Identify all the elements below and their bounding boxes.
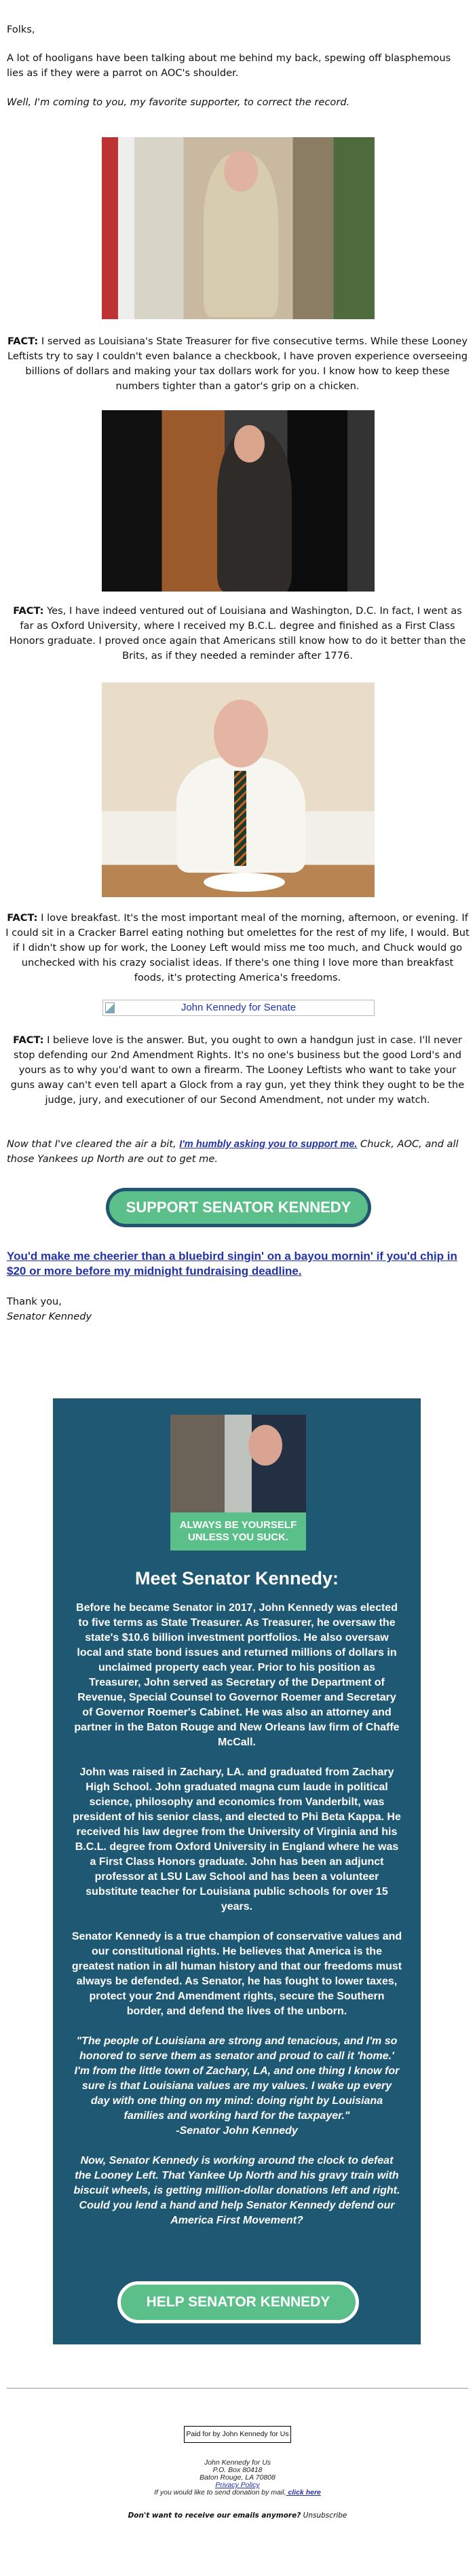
footer-divider: [7, 2388, 468, 2389]
bio-paragraph: John was raised in Zachary, LA. and graduated from Zachary High School. John graduated magna cum laude in political science, philosophy and economics from Vanderbilt, was president of his senior class, and elected to Phi Beta Kappa. He received his law degree from the University of Virginia and his B.C.L. degree from Oxford University in England where he was a First Class Honors graduate. John has been an adjunct professor at LSU Law School and has been a volunteer substitute teacher for Louisiana public schools for over 15 years.: [73, 1766, 401, 1912]
broken-image-alt-text: John Kennedy for Senate: [180, 1002, 297, 1013]
unsubscribe-line: [68, 2511, 407, 2520]
fact-label: FACT:: [13, 605, 44, 617]
bio-quote: [71, 2034, 402, 2139]
bio-image-caption: ALWAYS BE YOURSELF UNLESS YOU SUCK.: [170, 1512, 306, 1550]
support-senator-kennedy-button[interactable]: SUPPORT SENATOR KENNEDY: [106, 1188, 371, 1227]
footer-city: Baton Rouge, LA 70808: [200, 2473, 276, 2482]
quote-attribution: -Senator John Kennedy: [176, 2125, 298, 2137]
mail-donation-link[interactable]: click here: [286, 2488, 321, 2497]
support-me-link[interactable]: I'm humbly asking you to support me.: [179, 1139, 358, 1150]
ask-text-after: Chuck, AOC, and all those Yankees up North are out to get me.: [7, 1138, 459, 1165]
quote-text: "The people of Louisiana are strong and tenacious, and I'm so honored to serve them as senator and proud to call it 'home.' I'm from the little town of Zachary, LA, and one thing I know for sure is that Louisiana values are my values. I wake up every day with one thing on my mind: doing right by Louisiana families and working hard for the taxpayer.": [74, 2035, 400, 2122]
privacy-policy-link[interactable]: Privacy Policy: [215, 2481, 260, 2489]
mail-donation-text: If you would like to send donation by mail,: [154, 2488, 286, 2497]
unsubscribe-link[interactable]: Unsubscribe: [301, 2511, 347, 2520]
fact-text: I served as Louisiana's State Treasurer for five consecutive terms. While these Looney Leftists try to say I couldn't even balance a checkbook, I have proven experience overseeing billions of dollars and making your tax dollars work for you. I know how to keep these numbers tighter than a gator's grip on a chicken.: [7, 335, 468, 392]
photo-breakfast: [102, 683, 375, 897]
photo-porch-coffee: [102, 137, 375, 319]
paid-for-box: Paid for by John Kennedy for Us: [184, 2426, 291, 2443]
help-senator-kennedy-button[interactable]: HELP SENATOR KENNEDY: [117, 2281, 359, 2323]
fact-label: FACT:: [7, 912, 38, 924]
meet-senator-panel: [53, 1398, 421, 2344]
intro-paragraph: A lot of hooligans have been talking about me behind my back, spewing off blasphemous lies as if they were a parrot on AOC's shoulder.: [7, 52, 451, 79]
photo-office-reading: [102, 410, 375, 592]
chip-in-link[interactable]: You'd make me cheerier than a bluebird singin' on a bayou mornin' if you'd chip in $20 or more before my midnight fundraising deadline.: [7, 1250, 457, 1277]
bio-paragraph: Senator Kennedy is a true champion of conservative values and our constitutional rights. He believes that America is the greatest nation in all human history and that our freedoms must always be defended. As Senator, he has fought to lower taxes, protect your 2nd Amendment rights, secure the Southern border, and defend the lives of the unborn.: [71, 1931, 402, 2017]
bio-meme-image: [170, 1415, 306, 1550]
fact-2nd-amendment: [5, 1033, 470, 1108]
footer-po-box: P.O. Box 80418: [212, 2466, 263, 2474]
bio-body: [71, 1601, 402, 2243]
bio-heading: Meet Senator Kennedy:: [134, 1568, 339, 1589]
fact-text: I love breakfast. It's the most important meal of the morning, afternoon, or evening. If I could sit in a Cracker Barrel eating nothing but omelettes for the rest of my life, I would. But if I didn't show up for work, the Looney Left would miss me too much, and Chuck would go unchecked with his crazy socialist ideas. If there's one thing I love more than breakfast foods, it's protecting America's freedoms.: [5, 912, 470, 983]
footer-address: [68, 2459, 407, 2497]
broken-image-icon: [105, 1002, 115, 1013]
fact-text: Yes, I have indeed ventured out of Louisiana and Washington, D.C. In fact, I went as far as Oxford University, where I received my B.C.L. degree and finished as a First Class Honors graduate. I proved once again that Americans still know how to do it better than the Brits, as if they needed a reminder after 1776.: [9, 605, 466, 661]
ask-paragraph: [7, 1137, 468, 1167]
bio-paragraph: Before he became Senator in 2017, John Kennedy was elected to five terms as State Treasurer. As Treasurer, he oversaw the state's $10.6 billion investment portfolios. He also oversaw local and state bond issues and returned millions of dollars in unclaimed property each year. Prior to his position as Treasurer, John served as Secretary of the Department of Revenue, Special Counsel to Governor Roemer and Secretary of Governor Roemer's Cabinet. He was also an attorney and partner in the Baton Rouge and New Orleans law firm of Chaffe McCall.: [74, 1602, 400, 1748]
unsubscribe-text: Don't want to receive our emails anymore?: [128, 2511, 301, 2520]
fact-treasurer: [5, 334, 470, 394]
fact-text: I believe love is the answer. But, you ought to own a handgun just in case. I'll never stop defending our 2nd Amendment Rights. It's no one's business but the good Lord's and yours as to why you'd want to own a firearm. The Looney Leftists who want to take your guns away can't even tell apart a Glock from a ray gun, yet they think they ought to be the judge, jury, and executioner of our Second Amendment, not under my watch.: [10, 1034, 465, 1106]
footer-org: John Kennedy for Us: [204, 2459, 271, 2467]
signoff-name: Senator Kennedy: [7, 1311, 92, 1322]
fact-label: FACT:: [7, 335, 39, 347]
fact-oxford: [5, 604, 470, 664]
greeting: Folks,: [7, 24, 35, 35]
signoff-thanks: Thank you,: [7, 1296, 62, 1307]
bio-appeal: Now, Senator Kennedy is working around the clock to defeat the Looney Left. That Yankee Up North and his gravy train with biscuit wheels, is getting million-dollar donations left and right. Could you lend a hand and help Senator Kennedy defend our America First Movement?: [73, 2155, 400, 2226]
fact-breakfast: [5, 911, 470, 985]
intro-italic: Well, I'm coming to you, my favorite supporter, to correct the record.: [7, 96, 350, 108]
ask-text: Now that I've cleared the air a bit,: [7, 1138, 180, 1150]
fact-label: FACT:: [13, 1034, 44, 1046]
broken-image-link[interactable]: [102, 1000, 375, 1016]
